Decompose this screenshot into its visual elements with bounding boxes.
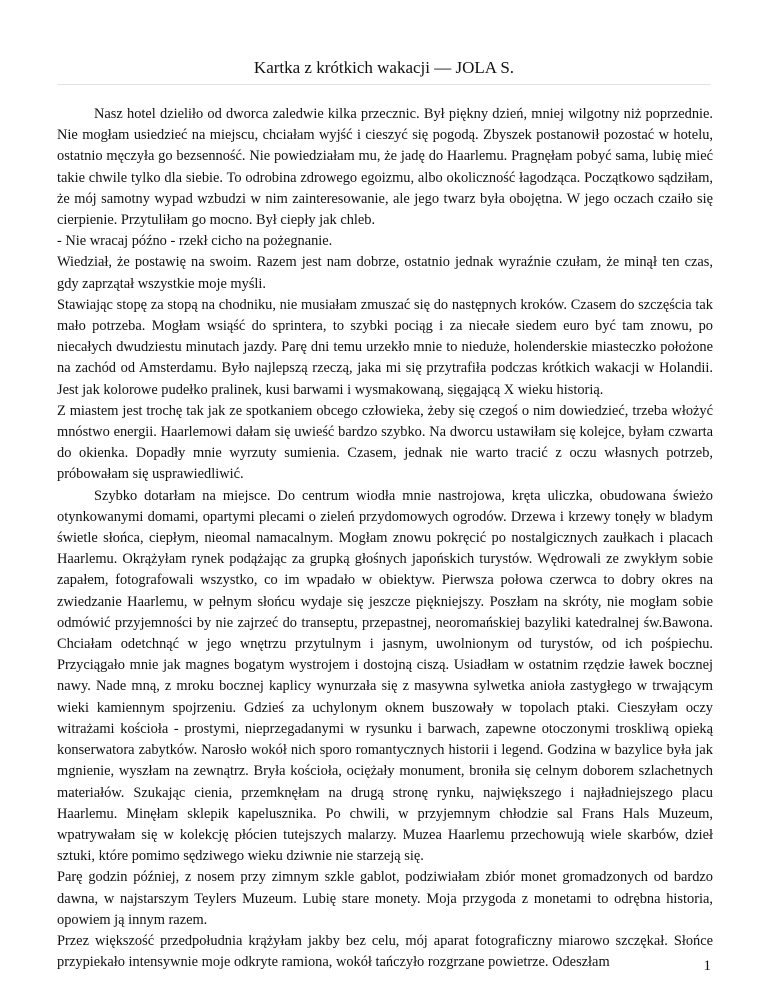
paragraph: Nasz hotel dzieliło od dworca zaledwie kilka przecznic. Był piękny dzień, mniej wilgotny niż poprzednie. Nie mogłam usiedzieć na miejscu, chciałam wyjść i cieszyć się pogodą. Zbyszek postanowił pozostać w hotelu, ostatnio męczyła go bezsenność. Nie powiedziałam mu, że jadę do Haarlemu. Pragnęłam pobyć sama, lubię mieć takie chwile tylko dla siebie. To odrobina zdrowego egoizmu, albo okoliczność łagodząca. Początkowo sądziłam, że mój samotny wypad wzbudzi w nim zainteresowanie, ale jego twarz była obojętna. W jego oczach czaiło się cierpienie. Przytuliłam go mocno. Był ciepły jak chleb. [57,106,713,229]
paragraph: Z miastem jest trochę tak jak ze spotkaniem obcego człowieka, żeby się czegoś o nim dowiedzieć, trzeba włożyć mnóstwo energii. Haarlemowi dałam się uwieść bardzo szybko. Na dworcu ustawiłam się kolejce, byłam czwarta do okienka. Dopadły mnie wyrzuty sumienia. Czasem, jednak nie warto tracić z oczu własnych potrzeb, próbowałam się usprawiedliwić. [57,402,713,483]
page-title: Kartka z krótkich wakacji — JOLA S. [253,58,515,77]
paragraph: Szybko dotarłam na miejsce. Do centrum wiodła mnie nastrojowa, kręta uliczka, obudowana świeżo otynkowanymi domami, opartymi plecami o zieleń przydomowych ogrodów. Drzewa i krzewy tonęły w bladym świetle słońca, ciepłym, nieomal namacalnym. Mogłam znowu pokręcić po nostalgicznych zaułkach i placach Haarlemu. Okrążyłam rynek podążając za grupką głośnych japońskich turystów. Wędrowali ze zwykłym sobie zapałem, fotografowali wszystko, co im wpadało w obiektyw. Pierwsza połowa czerwca to dobry okres na zwiedzanie Haarlemu, w pełnym słońcu wydaje się jeszcze piękniejszy. Poszłam na skróty, nie mogłam sobie odmówić przyjemności by nie zajrzeć do transeptu, przepastnej, neoromańskiej bazyliki katedralnej św.Bawona. Chciałam odetchnąć w jego wnętrzu przytulnym i jasnym, uwolnionym od turystów, od ich pośpiechu. Przyciągało mnie jak magnes bogatym wystrojem i dostojną ciszą. Usiadłam w ostatnim rzędzie ławek bocznej nawy. Nade mną, z mroku bocznej kaplicy wynurzała się z masywna sylwetka anioła zastygłego w trwającym wieki kamiennym spojrzeniu. Gdzieś za uchylonym oknem buszowały w topolach ptaki. Cieszyłam oczy witrażami kościoła - prostymi, nieprzegadanymi w rysunku i barwach, zapewne otoczonymi troskliwą opieką konserwatora zabytków. Narosło wokół nich sporo romantycznych historii i legend. Godzina w bazylice była jak mgnienie, wyszłam na zewnątrz. Bryła kościoła, ociężały monument, broniła się celnym doborem szlachetnych materiałów. Szukając cienia, przemknęłam na drugą stronę rynku, największego i najładniejszego placu Haarlemu. Minęłam sklepik kapelusznika. Po chwili, w przyjemnym chłodzie sal Frans Hals Muzeum, wpatrywałam się w kolekcję płócien tutejszych malarzy. Muzea Haarlemu przechowują wiele skarbów, dzieł sztuki, które pomimo sędziwego wieku dziwnie nie starzeją się. [57,487,713,865]
document-body [57,104,713,973]
title-divider [57,84,711,85]
paragraph: Stawiając stopę za stopą na chodniku, nie musiałam zmuszać się do następnych kroków. Czasem do szczęścia tak mało potrzeba. Mogłam wsiąść do sprintera, to szybki pociąg i za niecałe siedem euro być tam znowu, po niecałych dwudziestu minutach jazdy. Parę dni temu urzekło mnie to nieduże, holenderskie miasteczko położone na zachód od Amsterdamu. Było najlepszą rzeczą, jaka mi się przytrafiła podczas krótkich wakacji w Holandii. Jest jak kolorowe pudełko pralinek, kusi barwami i wysmakowaną, sięgającą X wieku historią. [57,296,713,398]
paragraph: Parę godzin później, z nosem przy zimnym szkle gablot, podziwiałam zbiór monet gromadzonych od bardzo dawna, w najstarszym Teylers Muzeum. Lubię stare monety. Moja przygoda z monetami to odrębna historia, opowiem ją innym razem. [57,869,713,928]
page-number: 1 [703,958,711,974]
paragraph: Wiedział, że postawię na swoim. Razem jest nam dobrze, ostatnio jednak wyraźnie czułam, że minął ten czas, gdy zaprzątał wszystkie moje myśli. [57,254,713,292]
paragraph: Przez większość przedpołudnia krążyłam jakby bez celu, mój aparat fotograficzny miarowo szczękał. Słońce przypiekało intensywnie moje odkryte ramiona, wokół tańczyło rozgrzane powietrze. Odeszłam [57,932,713,971]
paragraph: - Nie wracaj późno - rzekł cicho na pożegnanie. [57,233,333,250]
